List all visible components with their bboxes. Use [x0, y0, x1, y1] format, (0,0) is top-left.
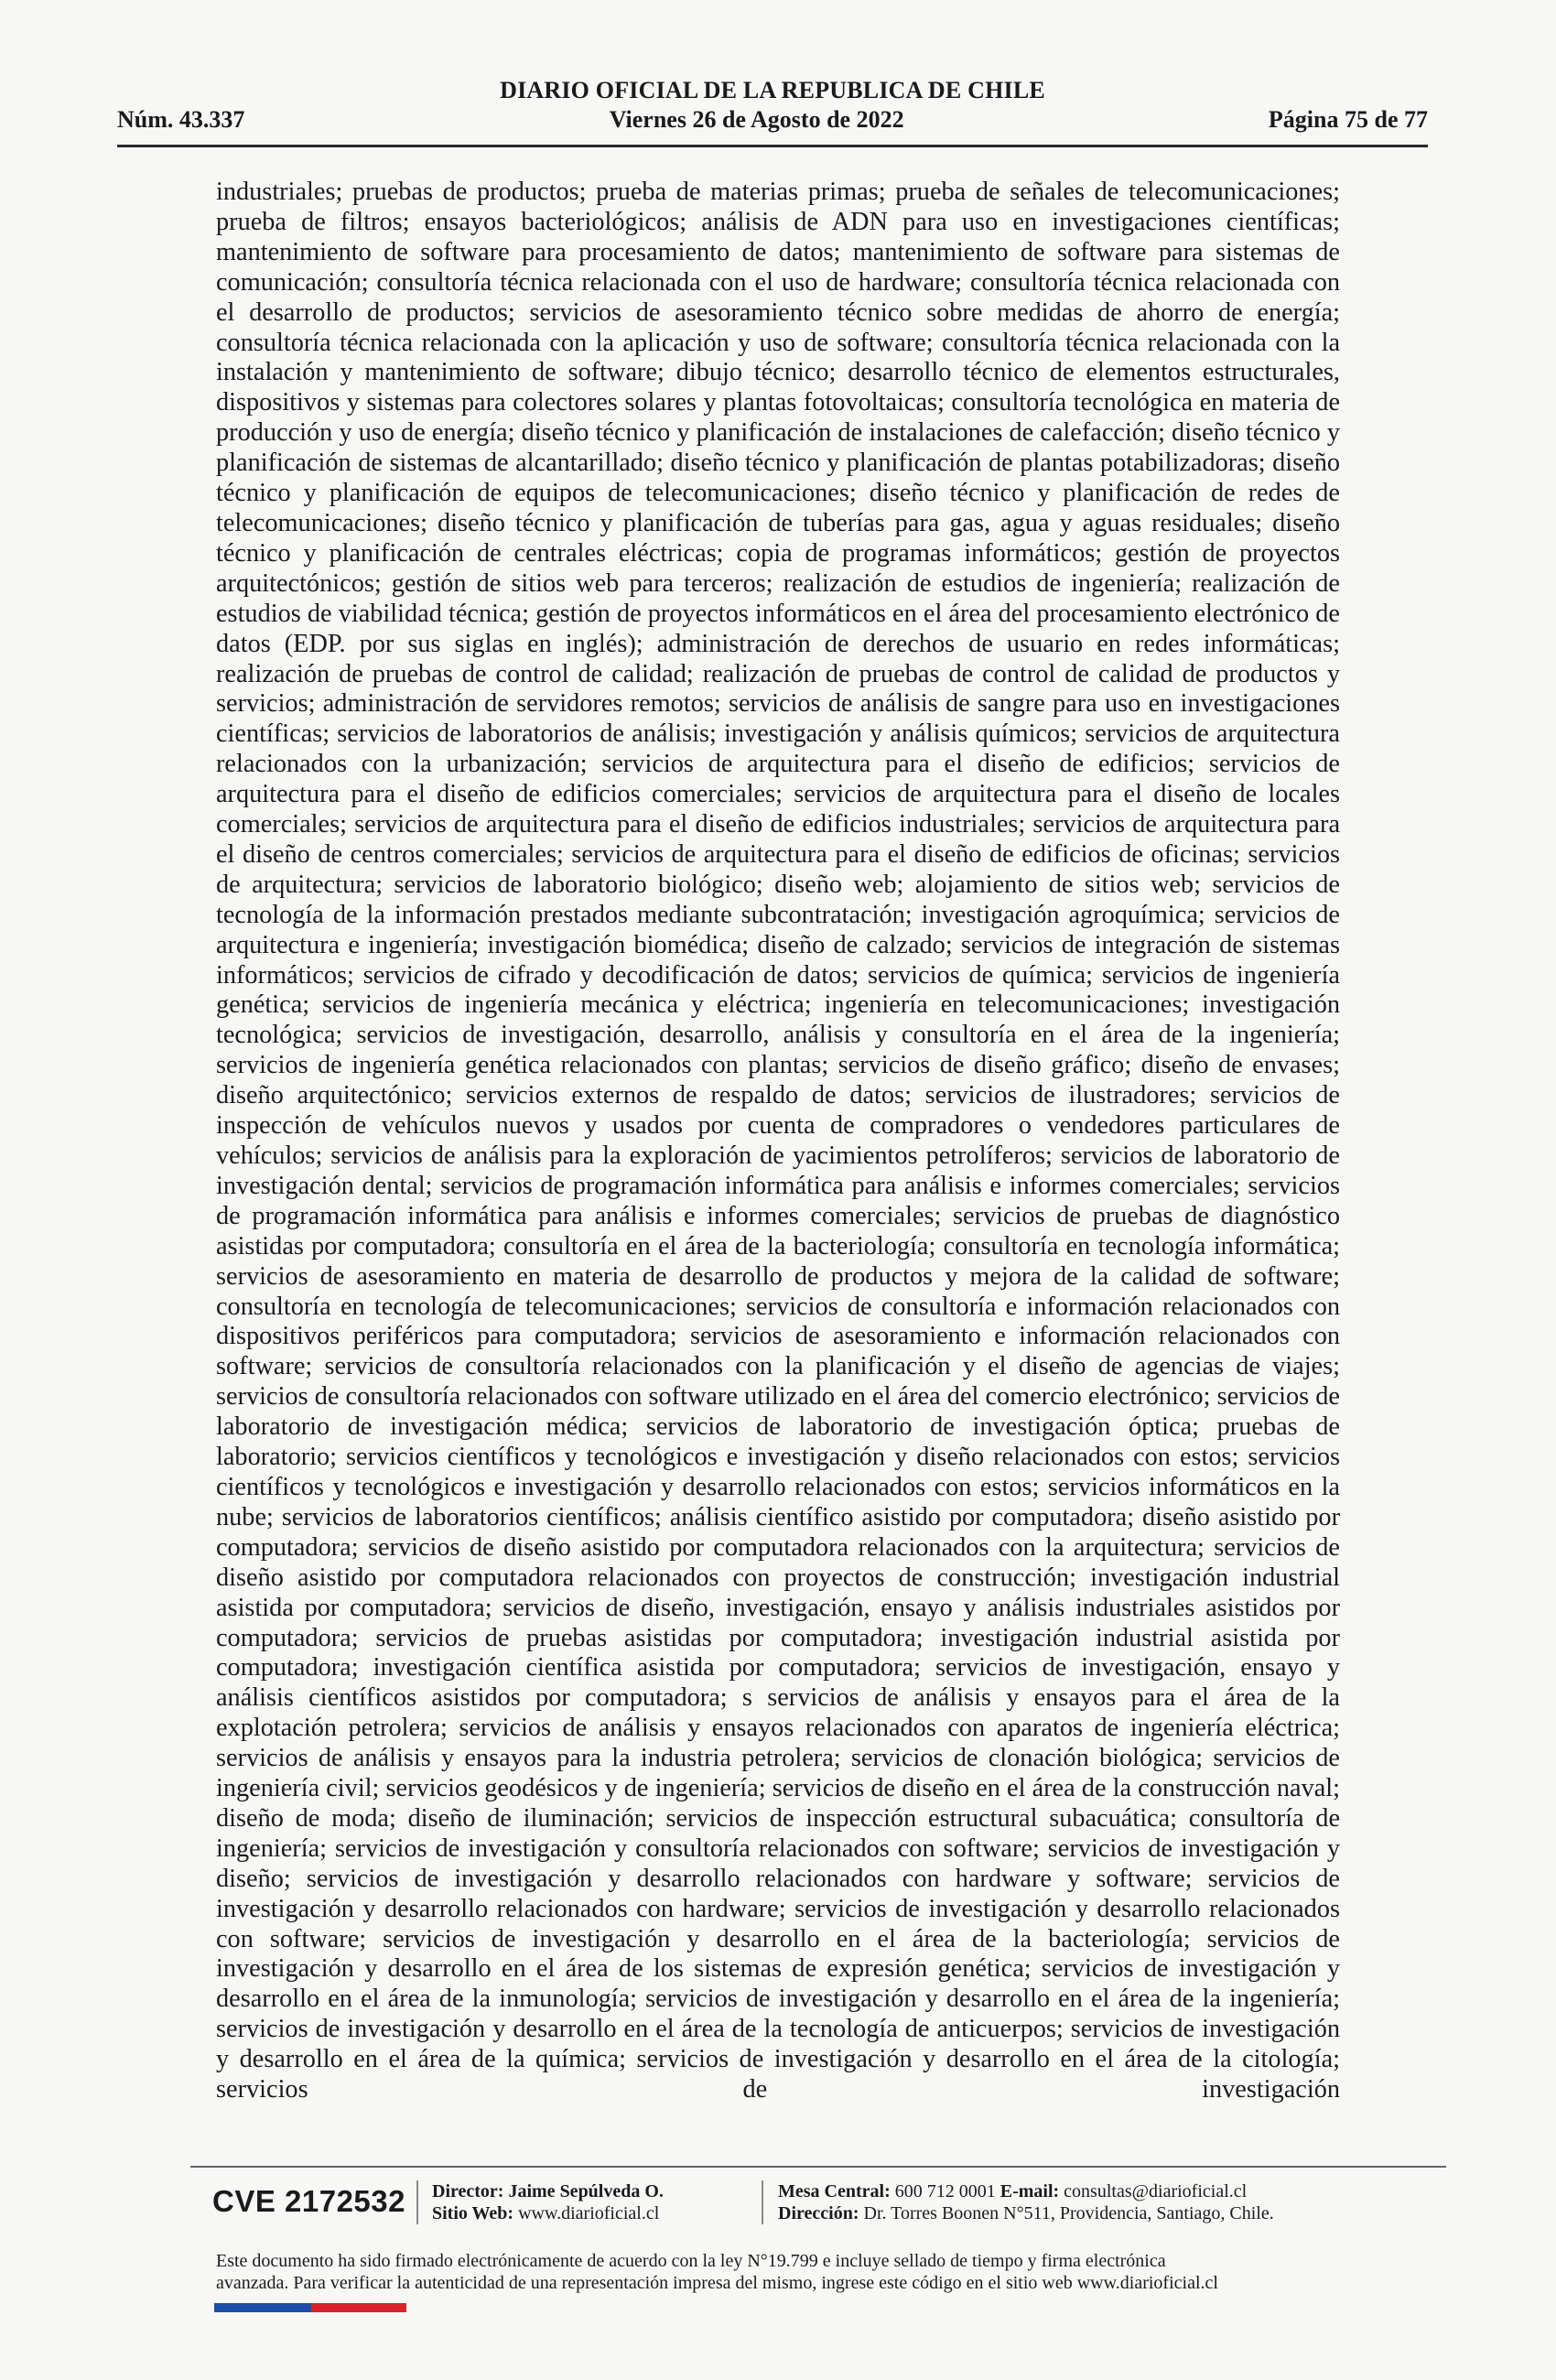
address-line: [778, 2202, 1274, 2224]
phone-label: Mesa Central:: [778, 2181, 891, 2202]
site-label: Sitio Web:: [432, 2203, 514, 2223]
director-name: Jaime Sepúlveda O.: [508, 2181, 664, 2202]
phone-value: 600 712 0001: [894, 2181, 996, 2202]
header-divider: [117, 145, 1428, 147]
page-footer: [212, 2177, 1439, 2232]
footer-director-block: [432, 2180, 664, 2224]
body-paragraph: industriales; pruebas de productos; prueba de materias primas; prueba de señales de telecomunicaciones; prueba de filtros; ensayos bacteriológicos; análisis de ADN para uso en investigaciones científicas; mantenimiento de software para procesamiento de datos; mantenimiento de software para sistemas de comunicación; consultoría técnica relacionada con el uso de hardware; consultoría técnica relacionada con el desarrollo de productos; servicios de asesoramiento técnico sobre medidas de ahorro de energía; consultoría técnica relacionada con la aplicación y uso de software; consultoría técnica relacionada con la instalación y mantenimiento de software; dibujo técnico; desarrollo técnico de elementos estructurales, dispositivos y sistemas para colectores solares y plantas fotovoltaicas; consultoría tecnológica en materia de producción y uso de energía; diseño técnico y planificación de instalaciones de calefacción; diseño técnico y planificación de sistemas de alcantarillado; diseño técnico y planificación de plantas potabilizadoras; diseño técnico y planificación de equipos de telecomunicaciones; diseño técnico y planificación de redes de telecomunicaciones; diseño técnico y planificación de tuberías para gas, agua y aguas residuales; diseño técnico y planificación de centrales eléctricas; copia de programas informáticos; gestión de proyectos arquitectónicos; gestión de sitios web para terceros; realización de estudios de ingeniería; realización de estudios de viabilidad técnica; gestión de proyectos informáticos en el área del procesamiento electrónico de datos (EDP. por sus siglas en inglés); administración de derechos de usuario en redes informáticas; realización de pruebas de control de calidad; realización de pruebas de control de calidad de productos y servicios; administración de servidores remotos; servicios de análisis de sangre para uso en investigaciones científicas; servicios de laboratorios de análisis; investigación y análisis químicos; servicios de arquitectura relacionados con la urbanización; servicios de arquitectura para el diseño de edificios; servicios de arquitectura para el diseño de edificios comerciales; servicios de arquitectura para el diseño de locales comerciales; servicios de arquitectura para el diseño de edificios industriales; servicios de arquitectura para el diseño de centros comerciales; servicios de arquitectura para el diseño de edificios de oficinas; servicios de arquitectura; servicios de laboratorio biológico; diseño web; alojamiento de sitios web; servicios de tecnología de la información prestados mediante subcontratación; investigación agroquímica; servicios de arquitectura e ingeniería; investigación biomédica; diseño de calzado; servicios de integración de sistemas informáticos; servicios de cifrado y decodificación de datos; servicios de química; servicios de ingeniería genética; servicios de ingeniería mecánica y eléctrica; ingeniería en telecomunicaciones; investigación tecnológica; servicios de investigación, desarrollo, análisis y consultoría en el área de la ingeniería; servicios de ingeniería genética relacionados con plantas; servicios de diseño gráfico; diseño de envases; diseño arquitectónico; servicios externos de respaldo de datos; servicios de ilustradores; servicios de inspección de vehículos nuevos y usados por cuenta de compradores o vendedores particulares de vehículos; servicios de análisis para la exploración de yacimientos petrolíferos; servicios de laboratorio de investigación dental; servicios de programación informática para análisis e informes comerciales; servicios de programación informática para análisis e informes comerciales; servicios de pruebas de diagnóstico asistidas por computadora; consultoría en el área de la bacteriología; consultoría en tecnología informática; servicios de asesoramiento en materia de desarrollo de productos y mejora de la calidad de software; consultoría en tecnología de telecomunicaciones; servicios de consultoría e información relacionados con dispositivos periféricos para computadora; servicios de asesoramiento e información relacionados con software; servicios de consultoría relacionados con la planificación y el diseño de agencias de viajes; servicios de consultoría relacionados con software utilizado en el área del comercio electrónico; servicios de laboratorio de investigación médica; servicios de laboratorio de investigación óptica; pruebas de laboratorio; servicios científicos y tecnológicos e investigación y diseño relacionados con estos; servicios científicos y tecnológicos e investigación y desarrollo relacionados con estos; servicios informáticos en la nube; servicios de laboratorios científicos; análisis científico asistido por computadora; diseño asistido por computadora; servicios de diseño asistido por computadora relacionados con la arquitectura; servicios de diseño asistido por computadora relacionados con proyectos de construcción; investigación industrial asistida por computadora; servicios de diseño, investigación, ensayo y análisis industriales asistidos por computadora; servicios de pruebas asistidas por computadora; investigación industrial asistida por computadora; investigación científica asistida por computadora; servicios de investigación, ensayo y análisis científicos asistidos por computadora; s servicios de análisis y ensayos para el área de la explotación petrolera; servicios de análisis y ensayos relacionados con aparatos de ingeniería eléctrica; servicios de análisis y ensayos para la industria petrolera; servicios de clonación biológica; servicios de ingeniería civil; servicios geodésicos y de ingeniería; servicios de diseño en el área de la construcción naval; diseño de moda; diseño de iluminación; servicios de inspección estructural subacuática; consultoría de ingeniería; servicios de investigación y consultoría relacionados con software; servicios de investigación y diseño; servicios de investigación y desarrollo relacionados con hardware y software; servicios de investigación y desarrollo relacionados con hardware; servicios de investigación y desarrollo relacionados con software; servicios de investigación y desarrollo en el área de la bacteriología; servicios de investigación y desarrollo en el área de los sistemas de expresión genética; servicios de investigación y desarrollo en el área de la inmunología; servicios de investigación y desarrollo en el área de la ingeniería; servicios de investigación y desarrollo en el área de la tecnología de anticuerpos; servicios de investigación y desarrollo en el área de la química; servicios de investigación y desarrollo en el área de la citología; servicios de investigación: [216, 178, 1340, 2104]
flag-blue-segment: [214, 2303, 311, 2312]
site-line: [432, 2202, 664, 2224]
address-label: Dirección:: [778, 2203, 859, 2223]
director-label: Director:: [432, 2181, 504, 2202]
issue-date: Viernes 26 de Agosto de 2022: [609, 106, 904, 133]
legal-notice: [216, 2250, 1351, 2294]
page-header: [117, 77, 1428, 146]
flag-color-bar: [214, 2303, 406, 2312]
email-link[interactable]: consultas@diarioficial.cl: [1064, 2181, 1248, 2202]
issue-number: Núm. 43.337: [117, 106, 245, 133]
footer-contact-block: [778, 2180, 1274, 2224]
footer-separator: [762, 2180, 763, 2224]
footer-divider: [190, 2166, 1446, 2168]
legal-line-1: Este documento ha sido firmado electrónicamente de acuerdo con la ley N°19.799 e incluye sellado de tiempo y firma electrónica: [216, 2251, 1166, 2271]
footer-separator: [416, 2180, 418, 2224]
site-url-link[interactable]: www.diarioficial.cl: [518, 2203, 660, 2223]
legal-line-2: avanzada. Para verificar la autenticidad de una representación impresa del mismo, ingrese este código en el sitio web www.diarioficial.cl: [216, 2273, 1218, 2293]
publication-title: DIARIO OFICIAL DE LA REPUBLICA DE CHILE: [500, 77, 1045, 103]
director-line: [432, 2180, 664, 2202]
flag-red-segment: [311, 2303, 406, 2312]
header-meta-row: [117, 106, 1428, 134]
phone-line: [778, 2180, 1274, 2202]
address-value: Dr. Torres Boonen N°511, Providencia, Santiago, Chile.: [863, 2203, 1274, 2223]
page-indicator: Página 75 de 77: [1268, 106, 1428, 133]
email-label: E-mail:: [1000, 2181, 1060, 2202]
cve-code: CVE 2172532: [212, 2184, 405, 2218]
